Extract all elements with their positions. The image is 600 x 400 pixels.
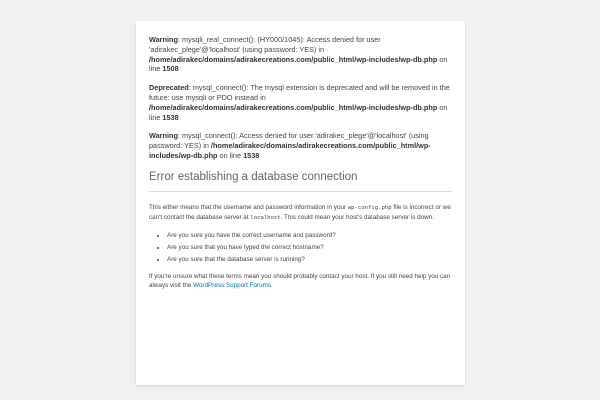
checklist-item: • Are you sure that the database server is running?: [167, 255, 452, 264]
message-type: Deprecated: [149, 83, 189, 93]
error-card: [136, 21, 465, 385]
checklist-item: • Are you sure that you have typed the correct hostname?: [167, 243, 452, 252]
message-text: mysqli_real_connect(): (HY000/1045): Access denied for user 'adirakec_plege'@'localhost' (using password: YES) in: [149, 35, 381, 54]
file-path: /home/adirakec/domains/adirakecreations.com/public_html/wp-includes/wp-db.php: [149, 141, 431, 160]
message-text: mysql_connect(): The mysql extension is deprecated and will be removed in the future: use mysqli or PDO instead in: [149, 83, 450, 102]
db-host: localhost: [250, 214, 281, 221]
message-type: Warning: [149, 35, 178, 44]
file-path: /home/adirakec/domains/adirakecreations.com/public_html/wp-includes/wp-db.php: [149, 102, 438, 112]
php-deprecated-message: Deprecated: mysql_connect(): The mysql extension is deprecated and will be removed in the future: use mysqli or PDO instead in /home/adirakec/domains/adirakecreations.com/public_html/wp-includes/wp-db.php on line 1538: [149, 83, 450, 122]
line-number: 1508: [162, 64, 179, 74]
message-type: Warning: [149, 131, 178, 141]
error-description: This either means that the username and password information in your wp-config.php file is incorrect or we can't contact the database server at localhost. This could mean your host's database server is down.: [149, 203, 451, 221]
checklist: [149, 231, 452, 264]
line-number: 1538: [162, 112, 179, 122]
checklist-item: • Are you sure you have the correct username and password?: [167, 231, 452, 240]
config-filename: wp-config.php: [347, 204, 392, 211]
php-warning-message: Warning: mysqli_real_connect(): (HY000/1045): Access denied for user 'adirakec_plege'@'localhost' (using password: YES) in /home/adirakec/domains/adirakecreations.com/public_html/wp-includes/wp-db.php on line 1508: [149, 35, 448, 74]
file-path: /home/adirakec/domains/adirakecreations.com/public_html/wp-includes/wp-db.php: [149, 54, 438, 64]
error-title: Error establishing a database connection: [149, 170, 452, 192]
help-text: If you're unsure what these terms mean you should probably contact your host. If you still need help you can always visit the WordPress Support Forums.: [149, 272, 451, 289]
line-number: 1538: [243, 150, 260, 160]
support-forums-link[interactable]: WordPress Support Forums: [193, 281, 272, 289]
message-text: mysql_connect(): Access denied for user 'adirakec_plege'@'localhost' (using password: YES) in: [149, 131, 429, 151]
php-warning-message: Warning: mysql_connect(): Access denied for user 'adirakec_plege'@'localhost' (using password: YES) in /home/adirakec/domains/adirakecreations.com/public_html/wp-includes/wp-db.php on line 1538: [149, 131, 431, 160]
